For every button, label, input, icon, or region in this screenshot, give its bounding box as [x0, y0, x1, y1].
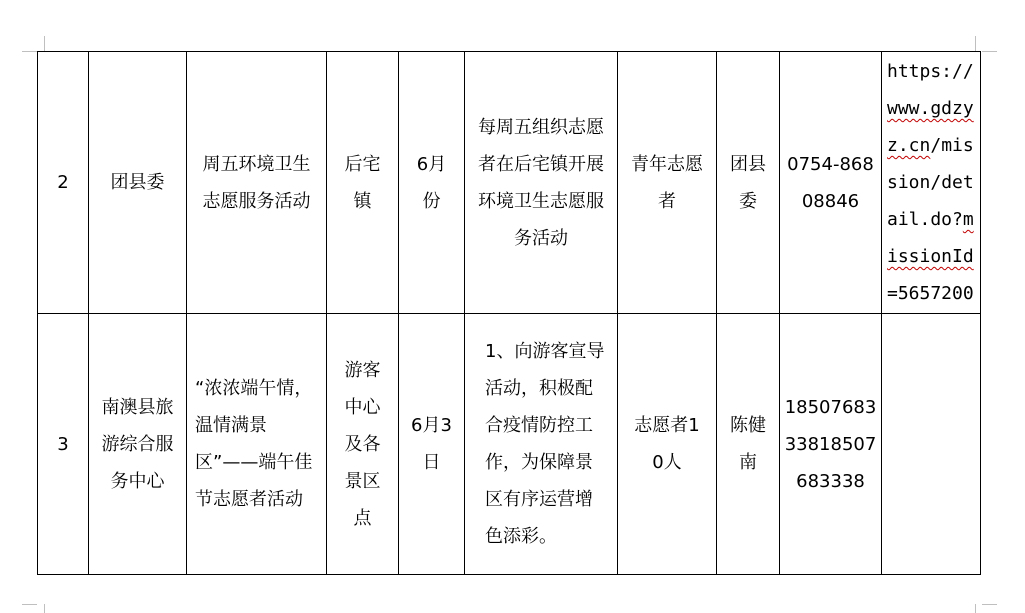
cell-content: 1、向游客宣导活动，积极配合疫情防控工作，为保障景区有序运营增色添彩。 [465, 314, 618, 575]
crop-mark-top-right-v [975, 36, 976, 51]
link-part: www.gdzy [887, 98, 974, 119]
table-row [38, 52, 981, 314]
cell-location: 后宅镇 [327, 52, 399, 314]
link-part: ail.do? [887, 209, 963, 230]
link-part: /det [930, 172, 974, 193]
volunteer-activity-table [37, 51, 981, 575]
link-part: sion [887, 172, 931, 193]
crop-mark-top-left-h [22, 51, 37, 52]
link-part: m [962, 209, 974, 230]
crop-mark-top-left-v [44, 36, 45, 51]
cell-number: 2 [38, 52, 89, 314]
crop-mark-bottom-left-h [22, 604, 37, 605]
cell-time: 6月份 [399, 52, 465, 314]
cell-organizer: 团县委 [89, 52, 187, 314]
cell-link[interactable] [882, 52, 981, 314]
cell-volunteers: 志愿者10人 [618, 314, 717, 575]
cell-phone: 0754-86808846 [780, 52, 882, 314]
cell-activity-name: “浓浓端午情，温情满景区”——端午佳节志愿者活动 [187, 314, 327, 575]
link-part: /mis [930, 135, 974, 156]
cell-time: 6月3日 [399, 314, 465, 575]
cell-phone: 18507683 33818507 683338 [780, 314, 882, 575]
crop-mark-bottom-right-h [982, 604, 997, 605]
cell-contact: 陈健南 [717, 314, 780, 575]
link-part: https:// [887, 61, 974, 82]
table-row [38, 314, 981, 575]
link-part: z.cn [887, 135, 931, 156]
link-part: issionId [887, 246, 974, 267]
cell-number: 3 [38, 314, 89, 575]
cell-contact: 团县委 [717, 52, 780, 314]
cell-organizer: 南澳县旅游综合服务中心 [89, 314, 187, 575]
cell-link [882, 314, 981, 575]
crop-mark-bottom-right-v [975, 604, 976, 613]
cell-location: 游客中心及各景区点 [327, 314, 399, 575]
cell-volunteers: 青年志愿者 [618, 52, 717, 314]
cell-content: 每周五组织志愿者在后宅镇开展环境卫生志愿服务活动 [465, 52, 618, 314]
cell-activity-name: 周五环境卫生志愿服务活动 [187, 52, 327, 314]
link-part: =5657200 [887, 283, 974, 304]
crop-mark-top-right-h [982, 51, 997, 52]
crop-mark-bottom-left-v [44, 604, 45, 613]
